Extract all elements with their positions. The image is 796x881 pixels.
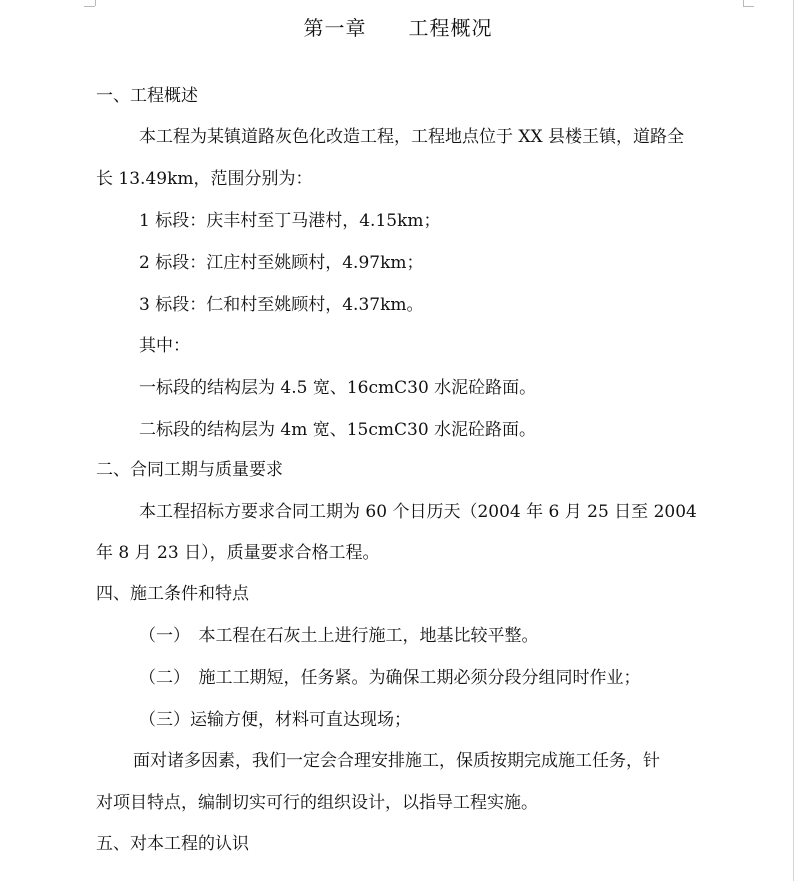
paragraph-line: 长 13.49km，范围分别为：	[96, 169, 313, 189]
paragraph-line: 其中：	[139, 336, 190, 356]
list-item: 2 标段：江庄村至姚顾村，4.97km；	[139, 253, 424, 273]
paragraph-line: 一标段的结构层为 4.5 宽、16cmC30 水泥砼路面。	[139, 378, 537, 398]
paragraph-line: 面对诸多因素，我们一定会合理安排施工，保质按期完成施工任务，针	[133, 751, 660, 771]
list-item: （一） 本工程在石灰土上进行施工，地基比较平整。	[139, 626, 539, 646]
list-item: 1 标段：庆丰村至丁马港村，4.15km；	[139, 211, 441, 231]
list-item: 3 标段：仁和村至姚顾村，4.37km。	[139, 295, 424, 315]
section-heading-1: 一、工程概述	[96, 86, 198, 106]
paragraph-line: 二标段的结构层为 4m 宽、15cmC30 水泥砼路面。	[139, 420, 537, 440]
paragraph-line: 本工程为某镇道路灰色化改造工程，工程地点位于 XX 县楼王镇，道路全	[139, 127, 685, 147]
section-heading-4: 四、施工条件和特点	[96, 584, 249, 604]
paragraph-line: 对项目特点，编制切实可行的组织设计，以指导工程实施。	[96, 793, 538, 813]
margin-mark-top-left	[95, 0, 96, 6]
page-edge	[793, 0, 794, 881]
list-item: （三）运输方便，材料可直达现场；	[139, 710, 411, 730]
margin-mark-top-left-h	[84, 6, 95, 7]
margin-mark-top-right-h	[743, 6, 754, 7]
chapter-title: 第一章 工程概况	[303, 16, 493, 40]
paragraph-line: 本工程招标方要求合同工期为 60 个日历天（2004 年 6 月 25 日至 2004	[139, 502, 697, 522]
paragraph-line: 年 8 月 23 日），质量要求合格工程。	[96, 543, 380, 563]
section-heading-2: 二、合同工期与质量要求	[96, 460, 283, 480]
list-item: （二） 施工工期短，任务紧。为确保工期必须分段分组同时作业；	[139, 668, 641, 688]
section-heading-5: 五、对本工程的认识	[96, 834, 249, 854]
